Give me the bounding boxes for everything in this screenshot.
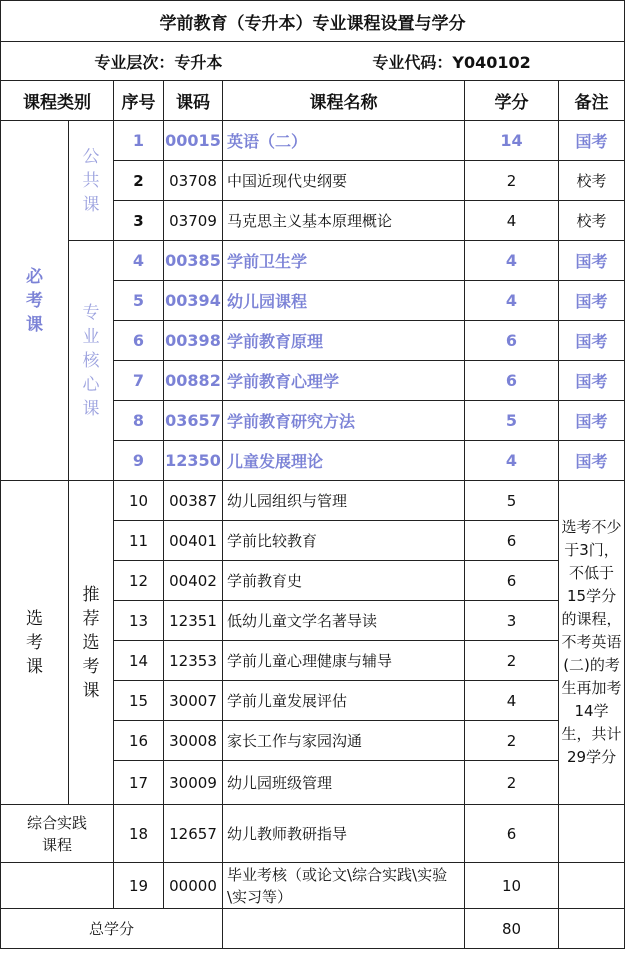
row-number: 8	[114, 401, 164, 441]
header-name: 课程名称	[223, 81, 465, 121]
row-number: 1	[114, 121, 164, 161]
row-name: 学前比较教育	[223, 521, 465, 561]
header-credits: 学分	[465, 81, 559, 121]
category-public: 公共课	[69, 121, 114, 241]
row-name: 幼儿园班级管理	[223, 761, 465, 805]
row-credits: 6	[465, 561, 559, 601]
table-row	[1, 121, 625, 161]
row-note: 校考	[559, 201, 625, 241]
row-credits: 6	[465, 805, 559, 863]
row-name: 英语（二）	[223, 121, 465, 161]
row-name: 学前教育史	[223, 561, 465, 601]
row-code: 12353	[164, 641, 223, 681]
row-number: 7	[114, 361, 164, 401]
row-code: 00882	[164, 361, 223, 401]
row-code: 30008	[164, 721, 223, 761]
row-name: 幼儿园组织与管理	[223, 481, 465, 521]
row-credits: 4	[465, 441, 559, 481]
row-credits: 4	[465, 681, 559, 721]
table-row	[1, 481, 625, 521]
row-code: 30009	[164, 761, 223, 805]
row-credits: 5	[465, 481, 559, 521]
row-number: 17	[114, 761, 164, 805]
row-note: 国考	[559, 241, 625, 281]
row-name: 学前教育原理	[223, 321, 465, 361]
row-number: 9	[114, 441, 164, 481]
row-code: 12350	[164, 441, 223, 481]
total-credits: 80	[465, 909, 559, 949]
row-credits: 6	[465, 521, 559, 561]
row-name: 幼儿园课程	[223, 281, 465, 321]
table-row	[1, 863, 625, 909]
total-label: 总学分	[1, 909, 223, 949]
row-note	[559, 863, 625, 909]
row-credits: 2	[465, 641, 559, 681]
row-number: 11	[114, 521, 164, 561]
row-note: 校考	[559, 161, 625, 201]
row-note: 国考	[559, 361, 625, 401]
row-note: 国考	[559, 121, 625, 161]
row-number: 6	[114, 321, 164, 361]
category-empty	[1, 863, 114, 909]
header-row	[1, 81, 625, 121]
total-row	[1, 909, 625, 949]
row-number: 4	[114, 241, 164, 281]
category-core: 专业核心课	[69, 241, 114, 481]
row-code: 03708	[164, 161, 223, 201]
row-number: 19	[114, 863, 164, 909]
row-credits: 2	[465, 721, 559, 761]
header-number: 序号	[114, 81, 164, 121]
row-name: 毕业考核（或论文\综合实践\实验\实习等）	[223, 863, 465, 909]
row-number: 13	[114, 601, 164, 641]
category-required: 必考课	[1, 121, 69, 481]
row-credits: 14	[465, 121, 559, 161]
row-credits: 5	[465, 401, 559, 441]
header-note: 备注	[559, 81, 625, 121]
row-code: 12657	[164, 805, 223, 863]
row-credits: 2	[465, 761, 559, 805]
row-code: 00385	[164, 241, 223, 281]
row-name: 学前儿童心理健康与辅导	[223, 641, 465, 681]
row-code: 00401	[164, 521, 223, 561]
row-number: 2	[114, 161, 164, 201]
row-name: 马克思主义基本原理概论	[223, 201, 465, 241]
row-credits: 4	[465, 241, 559, 281]
row-code: 00387	[164, 481, 223, 521]
row-credits: 6	[465, 361, 559, 401]
row-code: 00015	[164, 121, 223, 161]
major-level: 专业层次：专升本	[94, 52, 223, 72]
row-note: 国考	[559, 281, 625, 321]
category-practice: 综合实践课程	[1, 805, 114, 863]
table-row	[1, 805, 625, 863]
row-number: 18	[114, 805, 164, 863]
row-number: 10	[114, 481, 164, 521]
row-note	[559, 805, 625, 863]
header-code: 课码	[164, 81, 223, 121]
row-credits: 3	[465, 601, 559, 641]
row-code: 00398	[164, 321, 223, 361]
elective-note: 选考不少于3门，不低于15学分的课程，不考英语(二)的考生再加考14学生，共计29学分	[559, 481, 625, 805]
table-row	[1, 241, 625, 281]
header-category: 课程类别	[1, 81, 114, 121]
row-name: 学前儿童发展评估	[223, 681, 465, 721]
row-note: 国考	[559, 441, 625, 481]
row-note: 国考	[559, 321, 625, 361]
row-code: 03657	[164, 401, 223, 441]
row-name: 幼儿教师教研指导	[223, 805, 465, 863]
major-info	[1, 42, 625, 81]
row-code: 00402	[164, 561, 223, 601]
row-number: 16	[114, 721, 164, 761]
page-title: 学前教育（专升本）专业课程设置与学分	[1, 1, 625, 42]
total-note	[559, 909, 625, 949]
row-code: 00000	[164, 863, 223, 909]
row-credits: 10	[465, 863, 559, 909]
row-credits: 2	[465, 161, 559, 201]
row-code: 03709	[164, 201, 223, 241]
row-credits: 4	[465, 201, 559, 241]
row-credits: 6	[465, 321, 559, 361]
row-name: 学前教育心理学	[223, 361, 465, 401]
row-number: 14	[114, 641, 164, 681]
row-name: 学前卫生学	[223, 241, 465, 281]
row-name: 中国近现代史纲要	[223, 161, 465, 201]
major-code: 专业代码：Y040102	[372, 52, 531, 72]
row-number: 12	[114, 561, 164, 601]
category-recommended: 推荐选考课	[69, 481, 114, 805]
category-elective: 选考课	[1, 481, 69, 805]
row-name: 家长工作与家园沟通	[223, 721, 465, 761]
total-empty	[223, 909, 465, 949]
row-credits: 4	[465, 281, 559, 321]
row-number: 5	[114, 281, 164, 321]
row-number: 15	[114, 681, 164, 721]
row-name: 儿童发展理论	[223, 441, 465, 481]
row-code: 12351	[164, 601, 223, 641]
row-note: 国考	[559, 401, 625, 441]
row-name: 学前教育研究方法	[223, 401, 465, 441]
row-name: 低幼儿童文学名著导读	[223, 601, 465, 641]
row-number: 3	[114, 201, 164, 241]
row-code: 30007	[164, 681, 223, 721]
row-code: 00394	[164, 281, 223, 321]
